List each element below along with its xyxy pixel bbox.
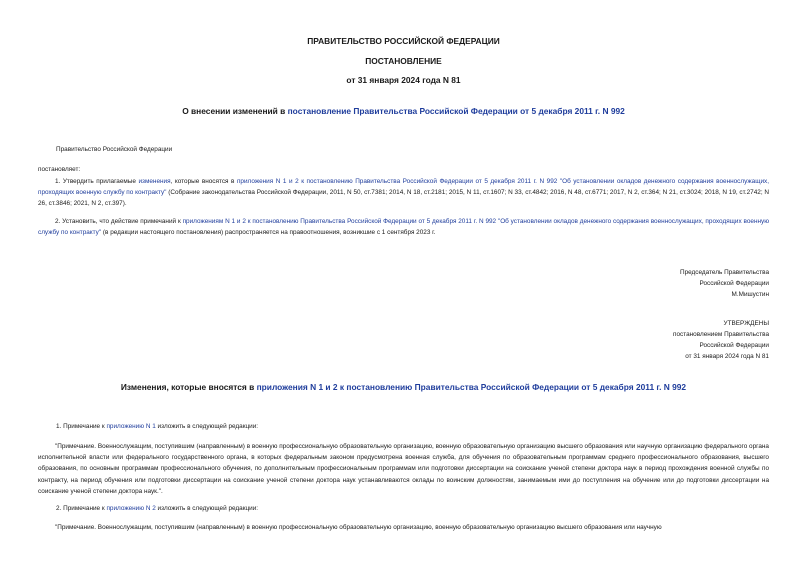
item-1-text-a: 1. Примечание к: [56, 423, 107, 430]
paragraph-2-text-b: (в редакции настоящего постановления) распространяется на правоотношения, возникшие с 1 сентября 2023 г.: [101, 229, 436, 237]
item-1-quote: "Примечание. Военнослужащим, поступившим (направленным) в военную профессиональную образовательную организацию, военную образовательную организацию высшего образования или научную организацию федерального органа исполнительной власти или федерального государственного органа, в которых федеральным законом предусмотрена военная служба, для обучения по образовательным программам среднего профессионального образования, высшего образования, по основным программам профессионального обучения, по дополнительным профессиональным программам или подготовки диссертации на соискание ученой степени доктора наук в период прохождения военной службы по контракту, на период обучения или подготовки диссертации на соискание ученой степени доктора наук устанавливаются оклады по воинским должностям, занимаемым ими до поступления на обучение или до подготовки диссертации на соискание ученой степени доктора наук.".: [38, 443, 769, 495]
signature-country: Российской Федерации: [699, 280, 769, 287]
approved-by: постановлением Правительства: [673, 331, 769, 338]
paragraph-1-text-b: , которые вносятся в: [170, 178, 237, 185]
appendices-link-2[interactable]: приложениям N 1 и 2 к постановлению Правительства Российской Федерации от 5 декабря 2011 г. N 992 "Об установлении окладов денежного содержания военнослужащих, проходящих военную службу по контракту": [38, 218, 769, 237]
approved-country: Российской Федерации: [699, 342, 769, 349]
document-title: [0, 106, 807, 116]
item-2-text-b: изложить в следующей редакции:: [155, 505, 259, 512]
item-1-heading: [56, 423, 258, 430]
paragraph-2-text-a: 2. Установить, что действие примечаний к: [55, 218, 183, 225]
changes-title: [0, 382, 807, 392]
signature-position: Председатель Правительства: [680, 269, 769, 276]
approved-date: от 31 января 2024 года N 81: [685, 353, 769, 360]
intro-resolves: постановляет:: [38, 166, 81, 173]
changes-title-prefix: Изменения, которые вносятся в: [120, 382, 257, 392]
paragraph-1-text-a: 1. Утвердить прилагаемые: [55, 178, 139, 185]
changes-title-link[interactable]: приложения N 1 и 2 к постановлению Правительства Российской Федерации от 5 декабря 2011 г. N 992: [256, 382, 687, 392]
document-title-prefix: О внесении изменений в: [182, 106, 288, 116]
paragraph-1-text-c: (Собрание законодательства Российской Федерации, 2011, N 50, ст.7381; 2014, N 18, ст.2181; 2015, N 11, ст.1607; N 33, ст.4842; 2016, N 48, ст.6771; 2017, N 2, ст.364; N 21, ст.3024; 2018, N 19, ст.2742; N 26, ст.3846; 2021, N 2, ст.397).: [38, 189, 769, 208]
header-line-date: от 31 января 2024 года N 81: [346, 75, 461, 85]
appendix-1-link[interactable]: приложению N 1: [106, 423, 156, 430]
item-2-text-a: 2. Примечание к: [56, 505, 107, 512]
document-title-link[interactable]: постановление Правительства Российской Федерации от 5 декабря 2011 г. N 992: [287, 106, 625, 116]
intro-government: Правительство Российской Федерации: [56, 146, 173, 153]
appendix-2-link[interactable]: приложению N 2: [106, 505, 156, 512]
paragraph-2: [38, 216, 769, 238]
changes-link[interactable]: изменения: [138, 178, 171, 185]
appendices-link[interactable]: приложения N 1 и 2 к постановлению Правительства Российской Федерации от 5 декабря 2011 г. N 992 "Об установлении окладов денежного содержания военнослужащих, проходящих военную службу по контракту": [38, 178, 769, 197]
header-line-decree: ПОСТАНОВЛЕНИЕ: [365, 56, 442, 66]
signature-name: М.Мишустин: [731, 291, 769, 298]
approved-heading: УТВЕРЖДЕНЫ: [723, 320, 769, 327]
item-1-text-b: изложить в следующей редакции:: [155, 423, 259, 430]
header-line-government: ПРАВИТЕЛЬСТВО РОССИЙСКОЙ ФЕДЕРАЦИИ: [307, 36, 500, 46]
paragraph-1: [38, 176, 769, 210]
item-2-quote: "Примечание. Военнослужащим, поступившим (направленным) в военную профессиональную образовательную организацию, военную образовательную организацию высшего образования или научную: [55, 524, 662, 531]
item-2-heading: [56, 505, 258, 512]
